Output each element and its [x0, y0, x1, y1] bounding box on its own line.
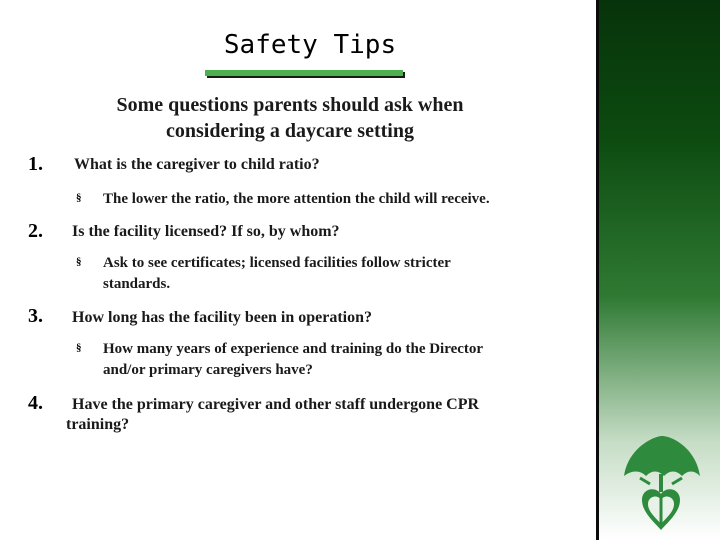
subtitle-line-1: Some questions parents should ask when	[116, 94, 464, 116]
bullet-1: The lower the ratio, the more attention the child will receive.	[103, 191, 490, 207]
sidebar-divider	[596, 0, 599, 540]
question-4-line-2: training?	[66, 416, 130, 433]
question-2: Is the facility licensed? If so, by whom?	[72, 223, 340, 240]
bullet-3-line-1: How many years of experience and training do the Director	[103, 341, 484, 357]
bullet-3-line-2: and/or primary caregivers have?	[103, 362, 313, 378]
subtitle	[60, 92, 520, 144]
bullet-marker-1: §	[76, 192, 82, 204]
bullet-marker-2: §	[76, 256, 82, 268]
question-number-4: 4.	[28, 392, 43, 414]
question-3: How long has the facility been in operation?	[72, 309, 373, 326]
question-number-1: 1.	[28, 153, 43, 175]
page-title: Safety Tips	[223, 30, 397, 60]
question-4-line-1: Have the primary caregiver and other staff undergone CPR	[72, 396, 480, 413]
bullet-2-line-2: standards.	[103, 276, 171, 292]
subtitle-line-2: considering a daycare setting	[166, 120, 414, 142]
question-number-2: 2.	[28, 220, 43, 242]
question-number-3: 3.	[28, 305, 43, 327]
umbrella-heart-logo	[620, 434, 702, 534]
title-underline	[205, 70, 403, 76]
bullet-2-line-1: Ask to see certificates; licensed facilities follow stricter	[103, 255, 451, 271]
question-1: What is the caregiver to child ratio?	[74, 156, 320, 173]
bullet-marker-3: §	[76, 342, 82, 354]
